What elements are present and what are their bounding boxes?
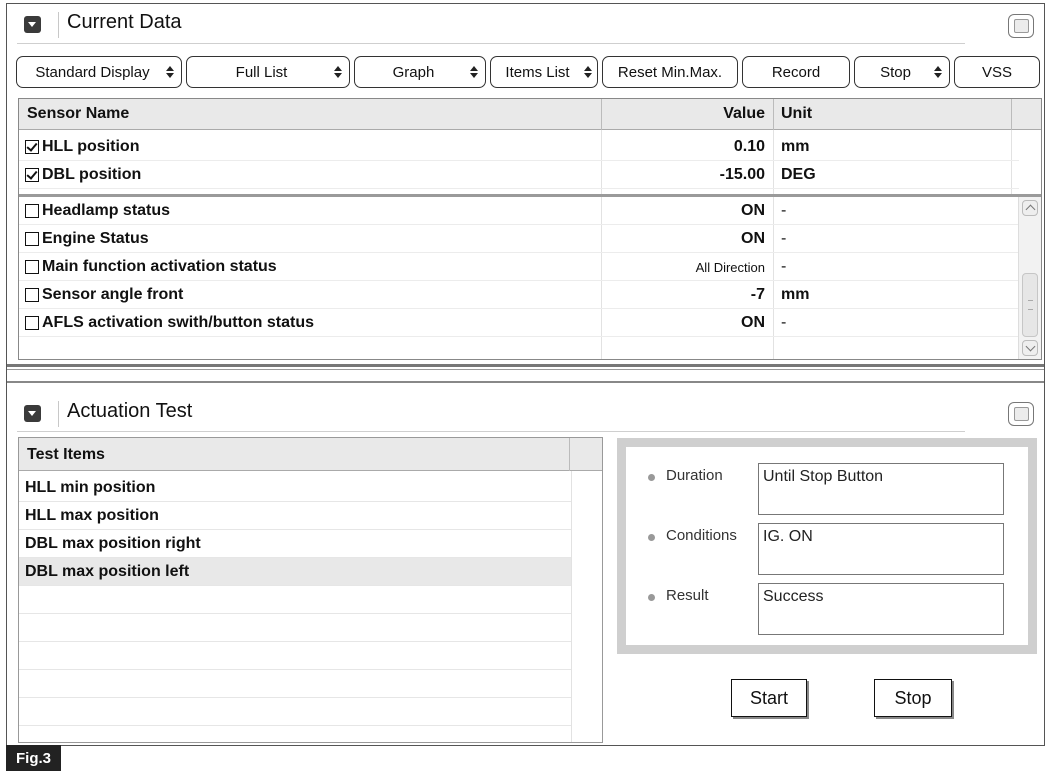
list-item[interactable]: [19, 474, 571, 502]
standard-display-dropdown[interactable]: [16, 56, 182, 88]
table-row[interactable]: [19, 197, 1019, 225]
list-item[interactable]: [19, 502, 571, 530]
list-item: [19, 614, 571, 642]
sensor-unit: mm: [781, 286, 810, 303]
conditions-row: [626, 516, 1028, 572]
stop-button[interactable]: Stop: [874, 679, 952, 717]
table-row[interactable]: [19, 309, 1019, 337]
items-list-label: Items List: [505, 63, 570, 81]
conditions-field: IG. ON: [758, 523, 1004, 575]
table-row[interactable]: [19, 133, 1019, 161]
vss-label: VSS: [981, 63, 1012, 81]
reset-min-max-button[interactable]: [602, 56, 738, 88]
header-separator: [58, 12, 59, 38]
sensor-value: -15.00: [719, 166, 765, 183]
current-data-title: Current Data: [67, 11, 182, 33]
sensor-name: Engine Status: [42, 230, 149, 247]
test-item-label: DBL max position right: [25, 535, 201, 552]
row-checkbox[interactable]: [25, 232, 39, 246]
sensor-unit: -: [781, 230, 787, 247]
sensor-value: 0.10: [733, 138, 765, 155]
table-row[interactable]: [19, 281, 1019, 309]
graph-dropdown[interactable]: [354, 56, 486, 88]
test-items-list: [18, 437, 603, 743]
table-row[interactable]: [19, 161, 1019, 189]
result-row: [626, 576, 1028, 632]
test-item-label: HLL min position: [25, 479, 156, 496]
stop-label: Stop: [880, 63, 911, 81]
collapse-actuation-test-icon[interactable]: [24, 405, 41, 422]
list-item: [19, 670, 571, 698]
row-checkbox[interactable]: [25, 260, 39, 274]
test-item-label: DBL max position left: [25, 563, 190, 580]
stop-dropdown[interactable]: [854, 56, 950, 88]
column-divider: [569, 438, 570, 471]
duration-field: Until Stop Button: [758, 463, 1004, 515]
full-list-label: Full List: [235, 63, 288, 81]
figure-label: Fig.3: [6, 745, 61, 771]
panel-splitter[interactable]: [7, 364, 1044, 370]
table-row[interactable]: [19, 225, 1019, 253]
row-checkbox[interactable]: [25, 168, 39, 182]
current-data-header: [7, 4, 1044, 44]
sensor-name: Headlamp status: [42, 202, 171, 219]
list-item: [19, 698, 571, 726]
list-item-selected[interactable]: [19, 558, 571, 586]
duration-row: [626, 456, 1028, 512]
conditions-label: Conditions: [666, 527, 737, 544]
row-checkbox[interactable]: [25, 140, 39, 154]
column-divider: [1011, 99, 1012, 130]
start-button[interactable]: Start: [731, 679, 807, 717]
sensor-name: DBL position: [42, 166, 142, 183]
sensor-unit: -: [781, 258, 787, 275]
updown-arrow-icon: [934, 65, 943, 79]
row-checkbox[interactable]: [25, 316, 39, 330]
sensor-value: ON: [741, 202, 765, 219]
result-field: Success: [758, 583, 1004, 635]
standard-display-label: Standard Display: [35, 63, 150, 81]
column-line: [571, 471, 572, 743]
header-underline: [17, 43, 965, 44]
maximize-current-data-button[interactable]: [1008, 14, 1034, 38]
maximize-actuation-test-button[interactable]: [1008, 402, 1034, 426]
actuation-test-title: Actuation Test: [67, 400, 193, 422]
bullet-icon: [648, 594, 655, 601]
list-item: [19, 642, 571, 670]
sensor-unit: -: [781, 314, 787, 331]
sensor-name: AFLS activation swith/button status: [42, 314, 315, 331]
sensor-unit: DEG: [781, 166, 816, 183]
sensor-value: ON: [741, 314, 765, 331]
sensor-value: ON: [741, 230, 765, 247]
updown-arrow-icon: [584, 65, 593, 79]
record-label: Record: [771, 63, 821, 81]
test-details-panel: [617, 438, 1037, 654]
list-item[interactable]: [19, 530, 571, 558]
sensor-value: -7: [750, 286, 765, 303]
sensor-name: Main function activation status: [42, 258, 277, 275]
test-item-label: HLL max position: [25, 507, 159, 524]
header-underline: [17, 431, 965, 432]
items-list-dropdown[interactable]: [490, 56, 598, 88]
sensor-name: HLL position: [42, 138, 140, 155]
result-label: Result: [666, 587, 709, 604]
sensor-name-column-header[interactable]: Sensor Name: [27, 105, 130, 122]
scroll-down-icon[interactable]: [1022, 340, 1038, 356]
scroll-up-icon[interactable]: [1022, 200, 1038, 216]
value-column-header[interactable]: Value: [723, 105, 765, 122]
row-checkbox[interactable]: [25, 288, 39, 302]
column-divider: [773, 99, 774, 130]
header-separator: [58, 401, 59, 427]
sensor-data-grid: [18, 98, 1042, 360]
panel-splitter-line: [7, 381, 1044, 383]
bullet-icon: [648, 474, 655, 481]
sensor-name: Sensor angle front: [42, 286, 184, 303]
updown-arrow-icon: [470, 65, 479, 79]
unit-column-header[interactable]: Unit: [781, 105, 813, 122]
duration-label: Duration: [666, 467, 723, 484]
column-divider: [601, 99, 602, 130]
test-items-header: [19, 438, 602, 471]
reset-min-max-label: Reset Min.Max.: [617, 63, 723, 81]
sensor-unit: -: [781, 202, 787, 219]
updown-arrow-icon: [334, 65, 343, 79]
bullet-icon: [648, 534, 655, 541]
list-item: [19, 586, 571, 614]
sensor-unit: mm: [781, 138, 810, 155]
full-list-dropdown[interactable]: [186, 56, 350, 88]
collapse-current-data-icon[interactable]: [24, 16, 41, 33]
record-button[interactable]: [742, 56, 850, 88]
sensor-list-scrollbar[interactable]: [1018, 197, 1041, 359]
actuation-test-header: [7, 391, 1044, 431]
grid-header: [19, 99, 1041, 130]
diagnostic-window: [6, 3, 1045, 746]
table-row: [19, 337, 1019, 360]
updown-arrow-icon: [166, 65, 175, 79]
scroll-thumb[interactable]: [1022, 273, 1038, 337]
row-checkbox[interactable]: [25, 204, 39, 218]
test-items-column-header[interactable]: Test Items: [27, 446, 105, 463]
table-row[interactable]: [19, 253, 1019, 281]
graph-label: Graph: [392, 63, 435, 81]
sensor-value: All Direction: [695, 260, 765, 275]
vss-button[interactable]: [954, 56, 1040, 88]
